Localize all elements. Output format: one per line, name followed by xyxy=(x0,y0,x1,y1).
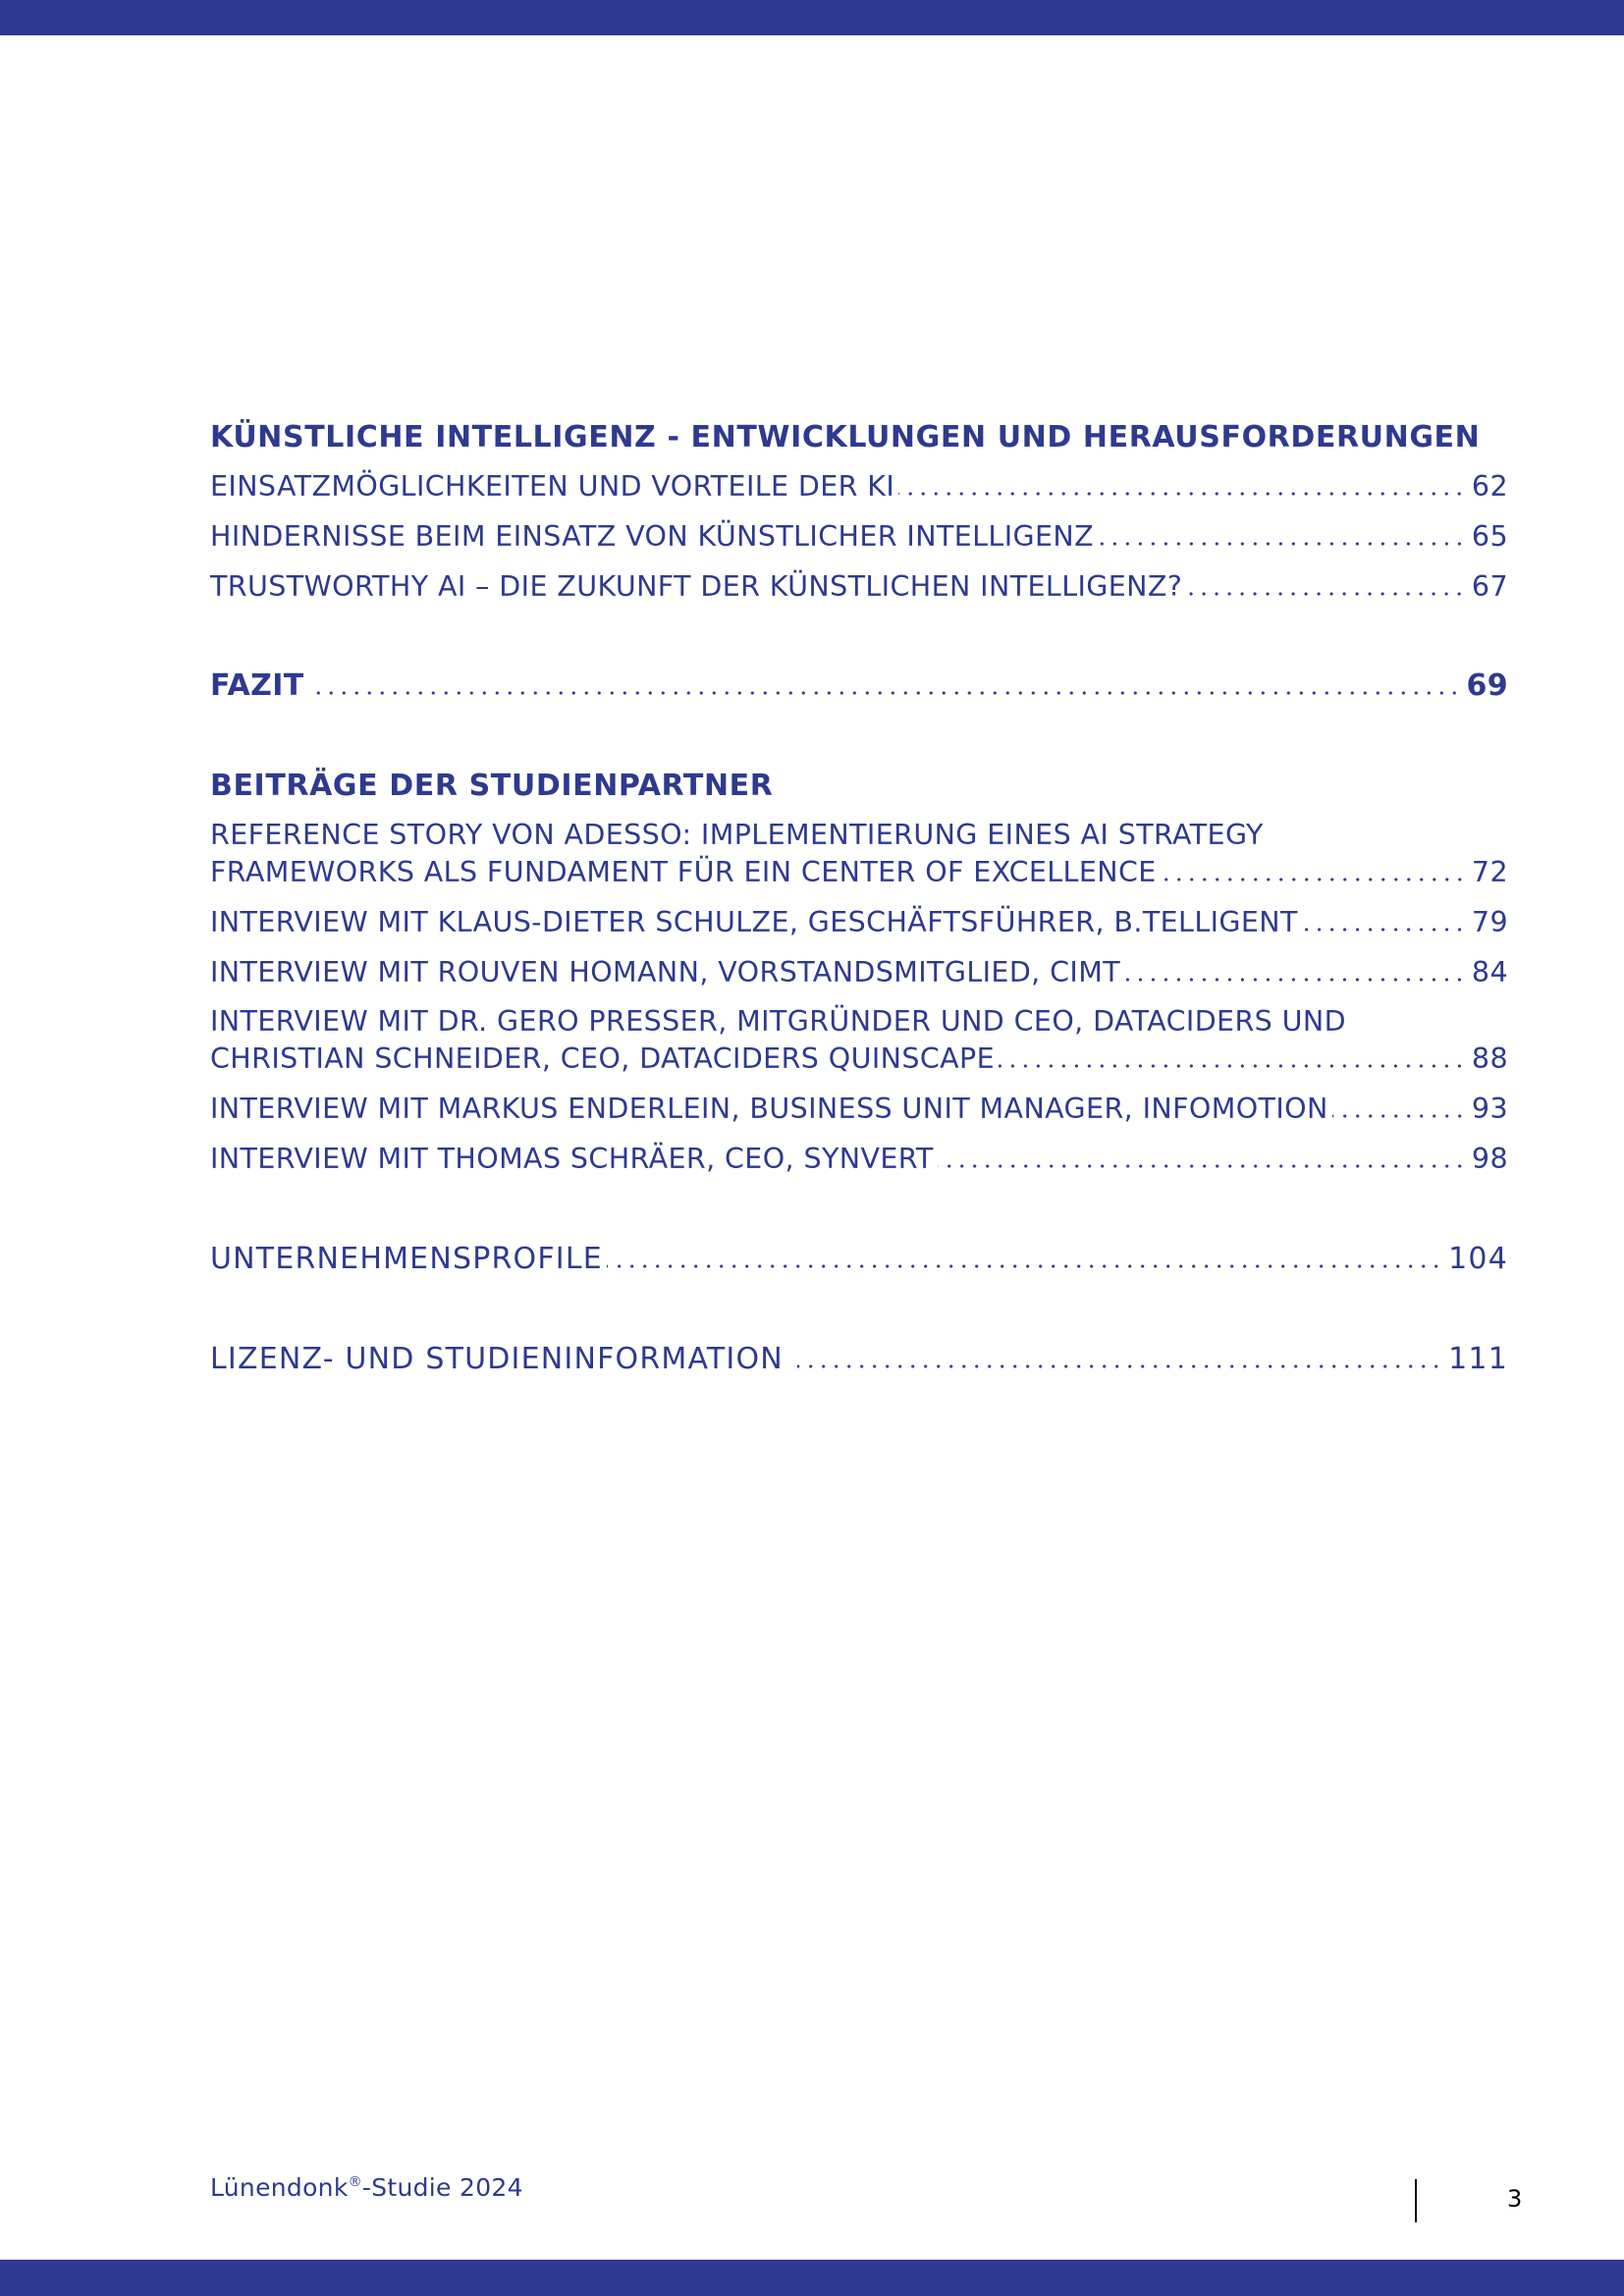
toc-entry[interactable] xyxy=(210,570,1508,603)
dot-leader xyxy=(1186,592,1466,596)
toc-entry-title: INTERVIEW MIT KLAUS-DIETER SCHULZE, GESCHÄFTSFÜHRER, B.TELLIGENT xyxy=(210,906,1298,938)
footer-bar xyxy=(0,2260,1624,2296)
toc-entry-title-line2: FRAMEWORKS ALS FUNDAMENT FÜR EIN CENTER OF EXCELLENCE xyxy=(210,856,1157,888)
toc-entry-page: 88 xyxy=(1471,1042,1508,1075)
toc-entry-page: 69 xyxy=(1466,668,1508,703)
toc-entry-fazit[interactable] xyxy=(210,668,1508,703)
footer-divider xyxy=(1415,2179,1417,2222)
toc-entry-page: 93 xyxy=(1471,1093,1508,1125)
dot-leader xyxy=(1161,878,1466,881)
toc-entry[interactable] xyxy=(210,956,1508,988)
section-heading-partner: BEITRÄGE DER STUDIENPARTNER xyxy=(210,769,774,803)
dot-leader xyxy=(607,1264,1442,1268)
toc-entry-page: 67 xyxy=(1471,570,1508,603)
toc-entry-title: INTERVIEW MIT MARKUS ENDERLEIN, BUSINESS UNIT MANAGER, INFOMOTION xyxy=(210,1093,1328,1125)
section-heading-ki: KÜNSTLICHE INTELLIGENZ - ENTWICKLUNGEN UND HERAUSFORDERUNGEN xyxy=(210,420,1481,454)
toc-entry-title: EINSATZMÖGLICHKEITEN UND VORTEILE DER KI xyxy=(210,470,895,503)
toc-entry-title: INTERVIEW MIT THOMAS SCHRÄER, CEO, SYNVERT xyxy=(210,1143,934,1175)
toc-entry-title: INTERVIEW MIT ROUVEN HOMANN, VORSTANDSMITGLIED, CIMT xyxy=(210,956,1120,988)
footer-brand: Lünendonk xyxy=(210,2173,349,2202)
toc-entry[interactable] xyxy=(210,470,1508,503)
toc-entry-title-line1: REFERENCE STORY VON ADESSO: IMPLEMENTIERUNG EINES AI STRATEGY xyxy=(210,819,1264,851)
registered-mark: ® xyxy=(348,2174,362,2190)
page-number: 3 xyxy=(1507,2185,1523,2213)
toc-entry-unternehmensprofile[interactable] xyxy=(210,1242,1508,1276)
dot-leader xyxy=(308,691,1461,695)
toc-entry[interactable] xyxy=(210,1143,1508,1175)
dot-leader xyxy=(898,492,1466,496)
header-bar xyxy=(0,0,1624,35)
toc-entry-title: LIZENZ- UND STUDIENINFORMATION xyxy=(210,1342,784,1376)
toc-entry-page: 84 xyxy=(1471,956,1508,988)
footer-publication-title xyxy=(210,2173,523,2202)
toc-entry-line2 xyxy=(210,856,1508,888)
toc-entry-title: HINDERNISSE BEIM EINSATZ VON KÜNSTLICHER INTELLIGENZ xyxy=(210,520,1095,553)
toc-entry-title: FAZIT xyxy=(210,668,304,703)
toc-entry-page: 65 xyxy=(1471,520,1508,553)
toc-entry-title-line2: CHRISTIAN SCHNEIDER, CEO, DATACIDERS QUINSCAPE xyxy=(210,1042,996,1075)
toc-entry-lizenz[interactable] xyxy=(210,1342,1508,1376)
dot-leader xyxy=(1332,1114,1466,1118)
toc-entry-line2 xyxy=(210,1042,1508,1075)
toc-entry-title: UNTERNEHMENSPROFILE xyxy=(210,1242,603,1276)
toc-entry-title-line1: INTERVIEW MIT DR. GERO PRESSER, MITGRÜNDER UND CEO, DATACIDERS UND xyxy=(210,1005,1346,1038)
dot-leader xyxy=(1098,542,1466,546)
dot-leader xyxy=(938,1164,1466,1168)
dot-leader xyxy=(999,1064,1466,1068)
dot-leader xyxy=(1124,978,1466,982)
toc-entry-page: 98 xyxy=(1471,1143,1508,1175)
footer-suffix: -Studie 2024 xyxy=(361,2173,523,2202)
toc-entry-page: 72 xyxy=(1471,856,1508,888)
dot-leader xyxy=(797,1364,1442,1368)
toc-entry[interactable] xyxy=(210,1093,1508,1125)
toc-entry-page: 104 xyxy=(1448,1242,1508,1276)
toc-entry[interactable] xyxy=(210,906,1508,938)
toc-entry-page: 79 xyxy=(1471,906,1508,938)
dot-leader xyxy=(1302,928,1466,932)
toc-entry[interactable] xyxy=(210,520,1508,553)
toc-entry[interactable] xyxy=(210,1005,1508,1075)
toc-entry-page: 62 xyxy=(1471,470,1508,503)
toc-entry[interactable] xyxy=(210,819,1508,888)
toc-entry-title: TRUSTWORTHY AI – DIE ZUKUNFT DER KÜNSTLICHEN INTELLIGENZ? xyxy=(210,570,1183,603)
toc-entry-page: 111 xyxy=(1448,1342,1508,1376)
